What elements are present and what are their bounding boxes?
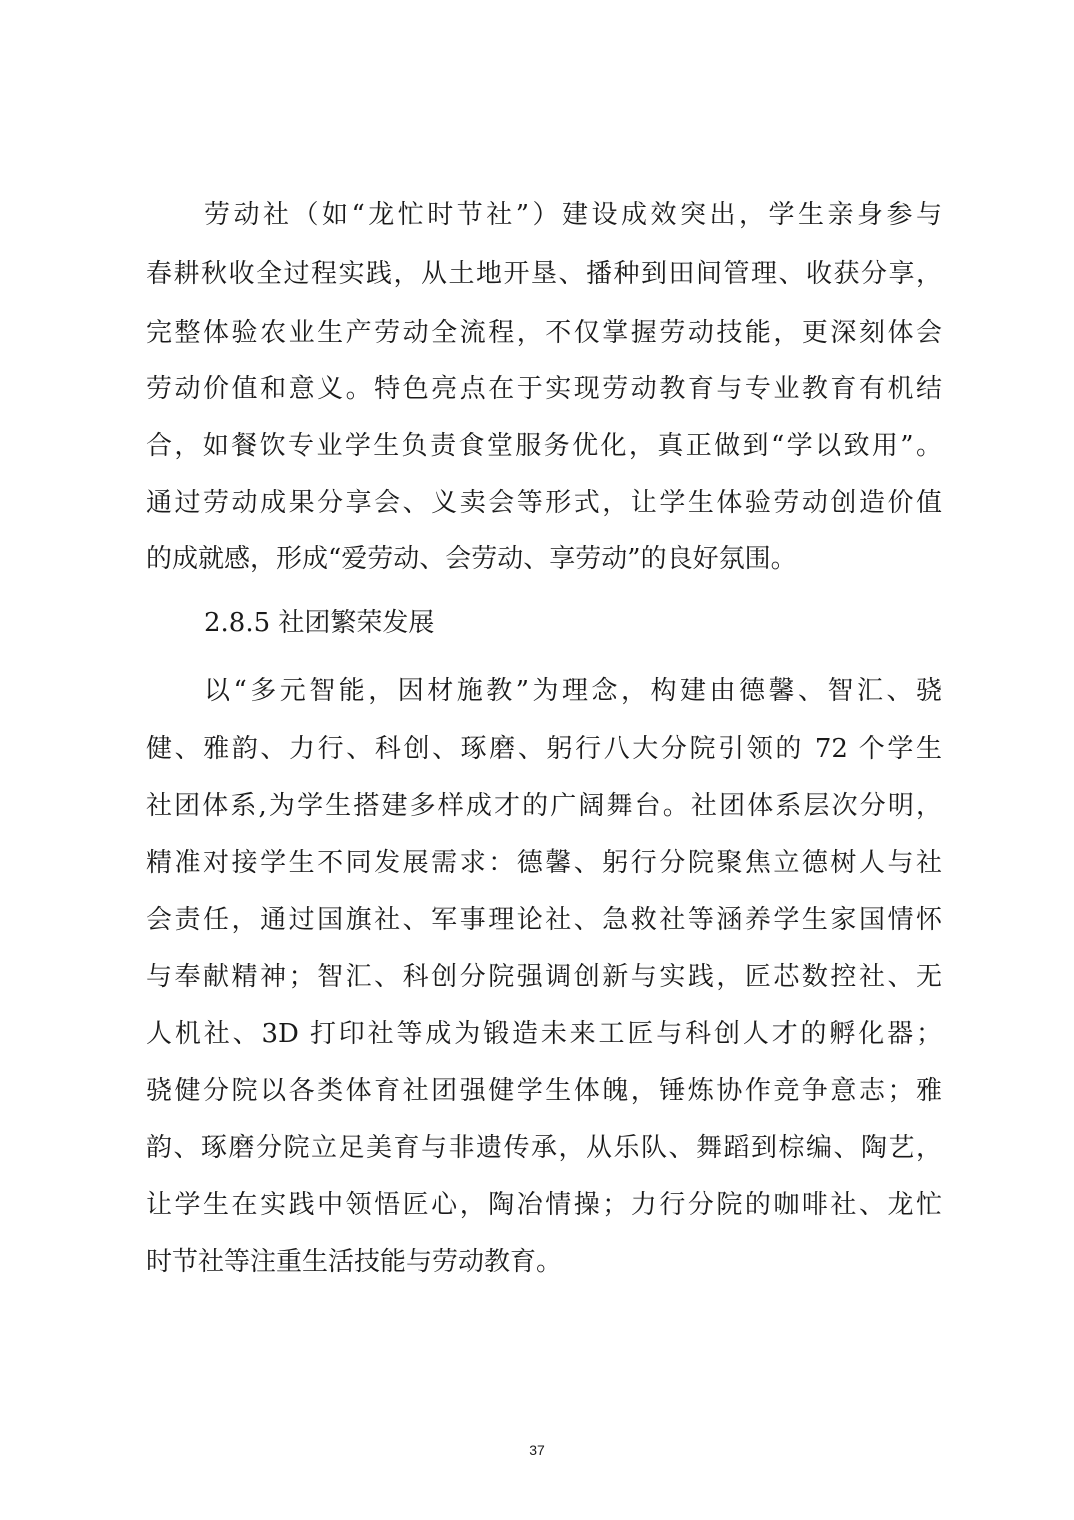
section-heading: 2.8.5 社团繁荣发展 [204,608,435,638]
paragraph-line: 时节社等注重生活技能与劳动教育。 [146,1247,563,1277]
paragraph-line: 与奉献精神；智汇、科创分院强调创新与实践，匠芯数控社、无 [146,962,942,992]
paragraph-line: 会责任，通过国旗社、军事理论社、急救社等涵养学生家国情怀 [146,905,942,935]
page-number: 37 [529,1442,545,1458]
paragraph-line: 骁健分院以各类体育社团强健学生体魄，锤炼协作竞争意志；雅 [146,1076,942,1106]
paragraph-line: 春耕秋收全过程实践，从土地开垦、播种到田间管理、收获分享， [146,259,942,289]
paragraph-line: 劳动价值和意义。特色亮点在于实现劳动教育与专业教育有机结 [146,374,942,404]
paragraph-line: 健、雅韵、力行、科创、琢磨、躬行八大分院引领的 72 个学生 [146,734,942,764]
paragraph-line: 精准对接学生不同发展需求：德馨、躬行分院聚焦立德树人与社 [146,848,942,878]
paragraph-line: 通过劳动成果分享会、义卖会等形式，让学生体验劳动创造价值 [146,488,942,518]
paragraph-line: 人机社、3D 打印社等成为锻造未来工匠与科创人才的孵化器； [146,1019,942,1049]
paragraph-line: 完整体验农业生产劳动全流程，不仅掌握劳动技能，更深刻体会 [146,318,942,348]
paragraph-line: 合，如餐饮专业学生负责食堂服务优化，真正做到“学以致用”。 [146,431,942,461]
paragraph-line: 的成就感，形成“爱劳动、会劳动、享劳动”的良好氛围。 [146,544,797,574]
paragraph-line: 以“多元智能，因材施教”为理念，构建由德馨、智汇、骁 [204,676,942,706]
paragraph-line: 劳动社（如“龙忙时节社”）建设成效突出，学生亲身参与 [204,200,942,230]
paragraph-line: 社团体系,为学生搭建多样成才的广阔舞台。社团体系层次分明， [146,791,942,821]
paragraph-line: 让学生在实践中领悟匠心，陶冶情操；力行分院的咖啡社、龙忙 [146,1190,942,1220]
paragraph-line: 韵、琢磨分院立足美育与非遗传承，从乐队、舞蹈到棕编、陶艺， [146,1133,942,1163]
